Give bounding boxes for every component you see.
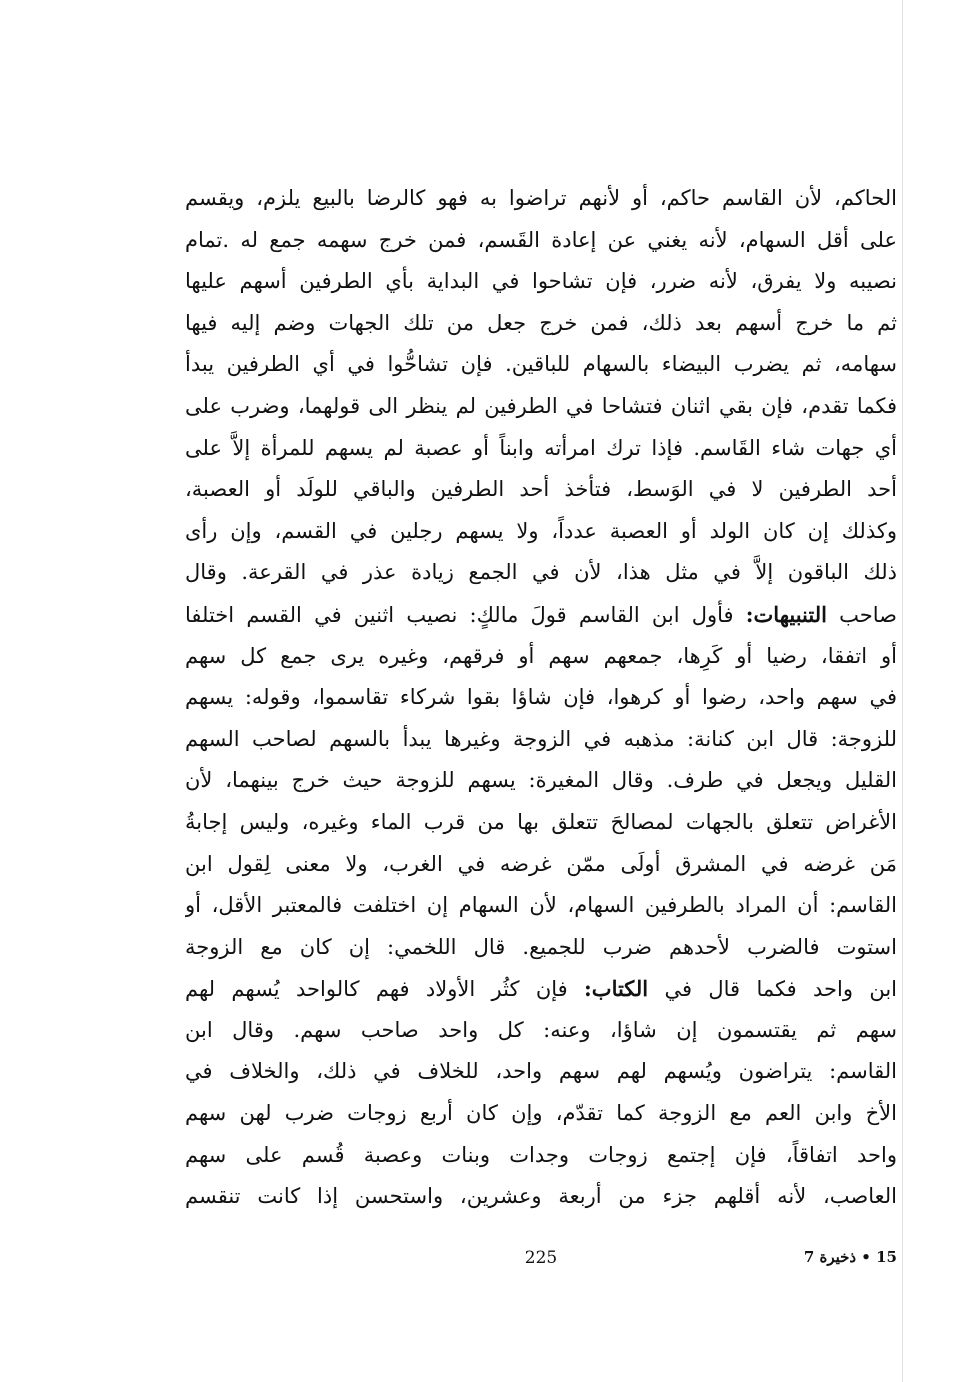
text-line: العاصب، لأنه أقلهم جزء من أربعة وعشرين، واستحسن إذا كانت تنقسم <box>185 1184 897 1209</box>
page-footer <box>185 1248 897 1276</box>
text-line: القليل ويجعل في طرف. وقال المغيرة: يسهم للزوجة حيث خرج بينهما، لأن <box>185 768 897 793</box>
line-prefix: ابن واحد فكما قال في <box>648 977 897 1002</box>
text-line: وكذلك إن كان الولد أو العصبة عدداً، ولا يسهم رجلين في القسم، وإن رأى <box>185 518 897 543</box>
line-suffix: فإن كثُر الأولاد فهم كالواحد يُسهم لهم <box>185 977 585 1002</box>
text-line: استوت فالضرب لأحدهم ضرب للجميع. قال اللخمي: إن كان مع الزوجة <box>185 934 897 959</box>
text-line: أو اتفقا، رضيا أو كَرِها، جمعهم سهم أو فرقهم، وغيره يرى جمع كل سهم <box>185 643 897 668</box>
line-suffix: فأول ابن القاسم قولَ مالكٍ: نصيب اثنين في القسم اختلفا <box>185 602 746 627</box>
bold-term-kitab: الكتاب: <box>584 976 649 1002</box>
body-text <box>185 178 897 1218</box>
text-line: فكما تقدم، فإن بقي اثنان فتشاحا في الطرفين لم ينظر الى قولهما، وضرب على <box>185 393 897 418</box>
bold-term-tanbihat: التنبيهات: <box>745 601 827 627</box>
page-edge-line <box>902 0 903 1382</box>
text-line: للزوجة: قال ابن كنانة: مذهبه في الزوجة وغيرها يبدأ بالسهم لصاحب السهم <box>185 726 897 751</box>
text-line: سهم ثم يقتسمون إن شاؤا، وعنه: كل واحد صاحب سهم. وقال ابن <box>185 1017 897 1042</box>
text-line: مَن غرضه في المشرق أولَى ممّن غرضه في الغرب، ولا معنى لِقول ابن <box>185 851 897 876</box>
text-line: أي جهات شاء القَاسم. فإذا ترك امرأته وابناً أو عصبة لم يسهم للمرأة إلاَّ على <box>185 435 897 460</box>
text-line-with-bold <box>185 968 897 1010</box>
text-line: الأغراض تتعلق بالجهات لمصالحَ تتعلق بها من قرب الماء وغيره، وليس إجابةُ <box>185 809 897 834</box>
text-line: ذلك الباقون إلاَّ في مثل هذا، لأن في الجمع زيادة عذر في القرعة. وقال <box>185 560 897 585</box>
text-line: الحاكم، لأن القاسم حاكم، أو لأنهم تراضوا به فهو كالرضا بالبيع يلزم، ويقسم <box>185 186 897 210</box>
text-line-with-bold <box>185 594 897 636</box>
text-line: سهامه، ثم يضرب البيضاء بالسهام للباقين. فإن تشاحُّوا في أي الطرفين يبدأ <box>185 352 897 377</box>
text-line: القاسم: أن المراد بالطرفين السهام، لأن السهام إن اختلفت فالمعتبر الأقل، أو <box>185 893 897 918</box>
text-line: على أقل السهام، لأنه يغني عن إعادة القَسم، فمن خرج سهمه جمع له .تمام <box>185 227 897 252</box>
text-line: أحد الطرفين لا في الوَسط، فتأخذ أحد الطرفين والباقي للولَد أو العصبة، <box>185 477 897 502</box>
printer-signature: 15 • ذخيرة 7 <box>803 1248 897 1266</box>
line-prefix: صاحب <box>826 602 897 627</box>
text-line: القاسم: يتراضون ويُسهم لهم سهم واحد، للخلاف في ذلك، والخلاف في <box>185 1059 897 1084</box>
text-line: الأخ وابن العم مع الزوجة كما تقدّم، وإن كان أربع زوجات ضرب لهن سهم <box>185 1101 897 1126</box>
text-line: في سهم واحد، رضوا أو كرهوا، فإن شاؤا بقوا شركاء تقاسموا، وقوله: يسهم <box>185 685 897 710</box>
page-number: 225 <box>524 1248 558 1268</box>
text-line: ثم ما خرج أسهم بعد ذلك، فمن خرج جعل من تلك الجهات وضم إليه فيها <box>185 310 897 335</box>
text-line: واحد اتفاقاً، فإن إجتمع زوجات وجدات وبنات وعصبة قُسم على سهم <box>185 1142 897 1167</box>
text-line: نصيبه ولا يفرق، لأنه ضرر، فإن تشاحوا في البداية بأي الطرفين أسهم عليها <box>185 269 897 294</box>
